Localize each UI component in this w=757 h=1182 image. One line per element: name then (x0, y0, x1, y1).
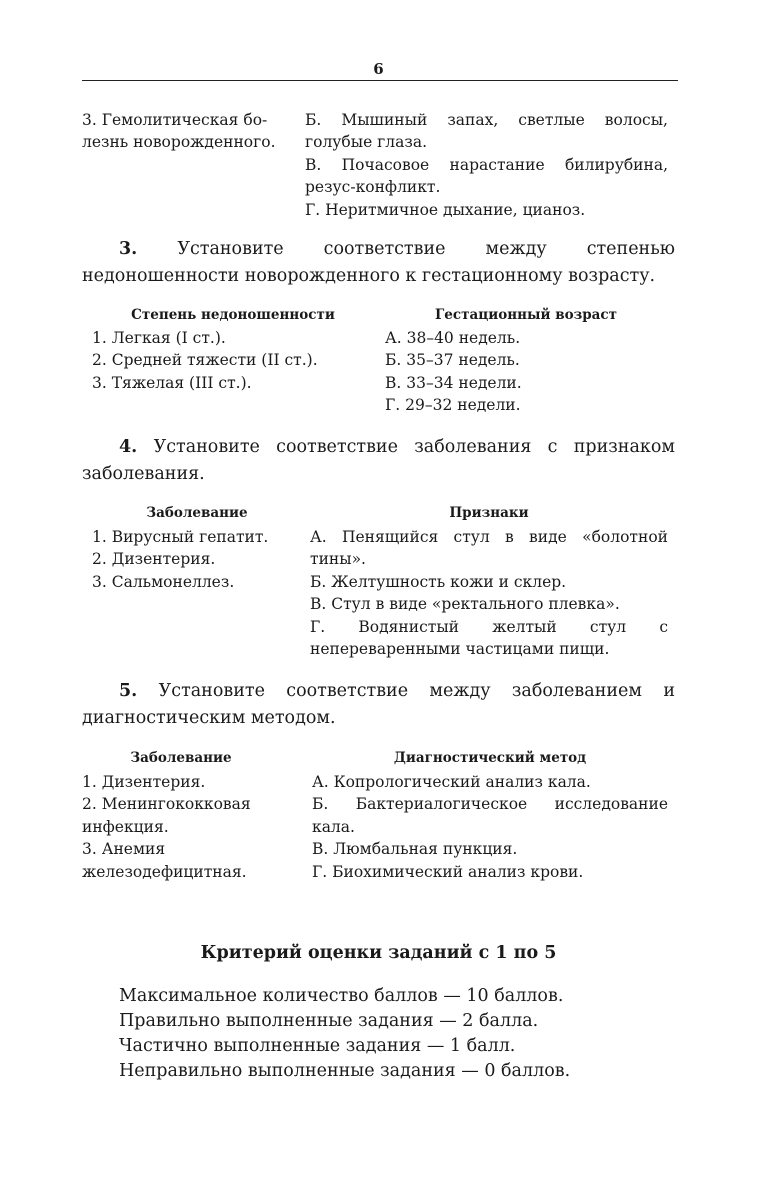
q3-prompt (82, 236, 675, 290)
q5-option-b: Б. Бактериалогическое исследование кала. (312, 795, 668, 836)
q3-left-column (92, 327, 377, 394)
q2-right-column (305, 109, 668, 221)
q5-option-g: Г. Биохимический анализ крови. (312, 862, 584, 881)
q5-left-column (82, 771, 287, 883)
q4-number: 4. (119, 437, 138, 457)
page-number: 6 (373, 60, 384, 78)
q3-text: Установите соответствие между степенью недоношенности новорожденного к гестационному возрасту. (82, 239, 675, 286)
q3-right-item: А. 38–40 недель. (385, 329, 521, 347)
q2-left-column (82, 109, 294, 154)
q4-right-header: Признаки (449, 505, 529, 521)
q5-left-item: 2. Менингококковая инфекция. (82, 795, 251, 836)
q3-left-item: 3. Тяжелая (III ст.). (92, 373, 252, 392)
q3-left-item: 2. Средней тяжести (II ст.). (92, 351, 318, 370)
q4-right-column (310, 526, 668, 660)
q3-left-header: Степень недоношенности (131, 307, 335, 323)
q4-prompt (82, 434, 675, 488)
criteria-list (119, 984, 679, 1084)
q4-left-header: Заболевание (146, 505, 248, 521)
criteria-line: Неправильно выполненные задания — 0 баллов. (119, 1061, 571, 1081)
q4-left-column (92, 526, 307, 593)
q3-right-item: Г. 29–32 недели. (385, 396, 521, 415)
q5-left-item: 3. Анемия железодефицитная. (82, 840, 247, 881)
q5-right-header: Диагностический метод (393, 750, 587, 766)
q2-option-g: Г. Неритмичное дыхание, цианоз. (305, 200, 586, 219)
q2-left-line: лезнь новорожденного. (82, 133, 276, 152)
q2-left-line: 3. Гемолитическая бо- (82, 111, 268, 129)
q3-right-item: Б. 35–37 недель. (385, 351, 520, 370)
q3-right-header: Гестационный возраст (434, 307, 617, 323)
q4-text: Установите соответствие заболевания с признаком заболевания. (82, 437, 675, 484)
q4-left-item: 2. Дизентерия. (92, 550, 216, 569)
q2-option-b: Б. Мышиный запах, светлые волосы, голубые глаза. (305, 111, 668, 152)
q3-right-column (385, 327, 668, 417)
criteria-line: Правильно выполненные задания — 2 балла. (119, 1011, 539, 1031)
q5-left-header: Заболевание (130, 750, 232, 766)
q3-left-item: 1. Легкая (I ст.). (92, 329, 226, 347)
q5-option-a: А. Копрологический анализ кала. (312, 773, 591, 791)
q4-option-v: В. Стул в виде «ректального плевка». (310, 595, 620, 614)
q5-prompt (82, 678, 675, 732)
q5-left-item: 1. Дизентерия. (82, 773, 206, 791)
q5-option-v: В. Люмбальная пункция. (312, 840, 518, 859)
q4-option-b: Б. Желтушность кожи и склер. (310, 572, 567, 591)
criteria-title: Критерий оценки заданий с 1 по 5 (200, 943, 557, 963)
q5-number: 5. (119, 681, 138, 701)
criteria-line: Максимальное количество баллов — 10 баллов. (119, 986, 564, 1006)
q5-text: Установите соответствие между заболеванием и диагностическим методом. (82, 681, 675, 728)
q4-left-item: 1. Вирусный гепатит. (92, 528, 269, 546)
q2-option-v: В. Почасовое нарастание билирубина, резус-конфликт. (305, 155, 668, 197)
q4-left-item: 3. Сальмонеллез. (92, 572, 235, 591)
q5-right-column (312, 771, 668, 883)
q4-option-g: Г. Водянистый желтый стул с непереваренными частицами пищи. (310, 617, 668, 659)
q4-option-a: А. Пенящийся стул в виде «болотной тины». (310, 528, 668, 569)
q3-right-item: В. 33–34 недели. (385, 373, 522, 392)
header-rule (82, 80, 678, 81)
criteria-line: Частично выполненные задания — 1 балл. (119, 1036, 516, 1056)
q3-number: 3. (119, 239, 138, 259)
